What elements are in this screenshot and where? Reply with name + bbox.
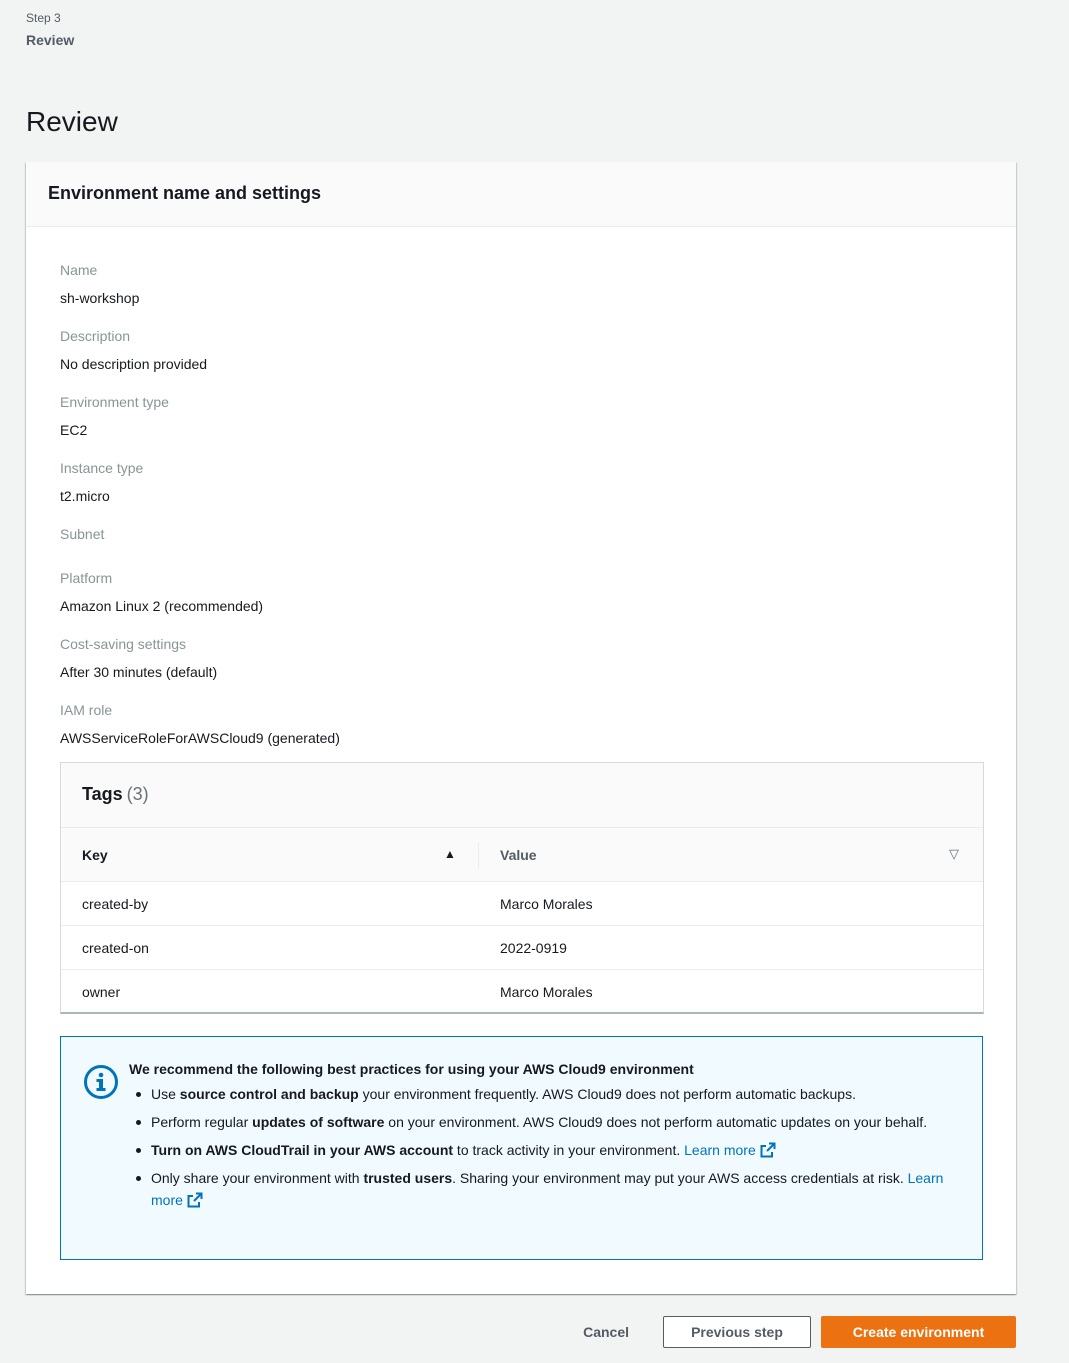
item-emphasis: Turn on AWS CloudTrail in your AWS account xyxy=(151,1142,454,1158)
table-row xyxy=(61,970,983,1014)
field-platform xyxy=(60,568,263,616)
item-text: to track activity in your environment. xyxy=(453,1142,685,1158)
field-instance-type xyxy=(60,458,143,506)
field-name xyxy=(60,260,139,308)
tags-table xyxy=(60,762,984,1014)
external-link-icon[interactable] xyxy=(760,1142,776,1158)
field-value: AWSServiceRoleForAWSCloud9 (generated) xyxy=(60,730,340,746)
list-item xyxy=(129,1083,965,1105)
page-title: Review xyxy=(26,106,118,137)
best-practices-list xyxy=(129,1083,965,1211)
panel-header xyxy=(26,162,1016,227)
table-row xyxy=(61,926,983,970)
step-header xyxy=(26,10,74,50)
field-value: Amazon Linux 2 (recommended) xyxy=(60,598,264,614)
item-emphasis: trusted users xyxy=(363,1170,453,1186)
column-header-value[interactable]: Value xyxy=(500,847,537,863)
item-text: your environment frequently. AWS Cloud9 does not perform automatic backups. xyxy=(358,1086,856,1102)
field-label: Platform xyxy=(60,570,113,586)
field-label: Name xyxy=(60,262,98,278)
field-environment-type xyxy=(60,392,169,440)
column-header-key[interactable]: Key xyxy=(82,847,108,863)
list-item xyxy=(129,1111,965,1133)
field-label: Cost-saving settings xyxy=(60,636,187,652)
field-value: No description provided xyxy=(60,356,208,372)
best-practices-alert xyxy=(60,1036,983,1260)
field-subnet xyxy=(60,524,104,552)
field-label: Subnet xyxy=(60,526,105,542)
tag-value: Marco Morales xyxy=(500,896,593,912)
field-label: Instance type xyxy=(60,460,144,476)
field-label: IAM role xyxy=(60,702,113,718)
field-iam-role xyxy=(60,700,340,748)
tag-value: 2022-0919 xyxy=(500,940,567,956)
item-text: Use xyxy=(151,1086,180,1102)
list-item xyxy=(129,1167,965,1211)
previous-step-button[interactable]: Previous step xyxy=(663,1316,811,1348)
item-emphasis: source control and backup xyxy=(179,1086,359,1102)
field-value: t2.micro xyxy=(60,488,110,504)
field-description xyxy=(60,326,207,374)
tags-title: Tags xyxy=(82,784,123,804)
item-text: Only share your environment with xyxy=(151,1170,364,1186)
create-environment-button[interactable]: Create environment xyxy=(821,1316,1016,1348)
item-emphasis: updates of software xyxy=(252,1114,385,1130)
field-cost-saving xyxy=(60,634,217,682)
tags-header xyxy=(61,763,983,828)
field-value: sh-workshop xyxy=(60,290,140,306)
tag-key: owner xyxy=(82,984,121,1000)
item-text: . Sharing your environment may put your AWS access credentials at risk. xyxy=(452,1170,908,1186)
info-icon xyxy=(83,1064,119,1100)
table-header xyxy=(61,828,983,882)
sharing-learn-more-link[interactable]: Learn more xyxy=(151,1170,944,1208)
cloudtrail-learn-more-link[interactable]: Learn more xyxy=(684,1142,756,1158)
tag-key: created-on xyxy=(82,940,149,956)
step-title: Review xyxy=(26,32,75,48)
tag-value: Marco Morales xyxy=(500,984,593,1000)
item-text: Perform regular xyxy=(151,1114,253,1130)
cancel-button[interactable]: Cancel xyxy=(565,1316,647,1348)
field-value: EC2 xyxy=(60,422,88,438)
field-value: After 30 minutes (default) xyxy=(60,664,218,680)
field-label: Description xyxy=(60,328,131,344)
tags-count: (3) xyxy=(126,784,149,804)
panel-title: Environment name and settings xyxy=(48,183,322,203)
sort-ascending-icon[interactable]: ▲ xyxy=(444,847,456,861)
review-panel xyxy=(26,162,1016,1294)
external-link-icon[interactable] xyxy=(187,1192,203,1208)
list-item xyxy=(129,1139,965,1161)
field-label: Environment type xyxy=(60,394,169,410)
column-divider[interactable] xyxy=(478,842,479,868)
step-label: Step 3 xyxy=(26,11,61,25)
tag-key: created-by xyxy=(82,896,149,912)
alert-title: We recommend the following best practices for using your AWS Cloud9 environment xyxy=(129,1061,694,1077)
alert-body xyxy=(129,1059,965,1217)
wizard-actions xyxy=(565,1316,1016,1348)
table-row xyxy=(61,882,983,926)
item-text: on your environment. AWS Cloud9 does not perform automatic updates on your behalf. xyxy=(384,1114,928,1130)
sort-descending-icon[interactable]: ▽ xyxy=(949,846,959,861)
